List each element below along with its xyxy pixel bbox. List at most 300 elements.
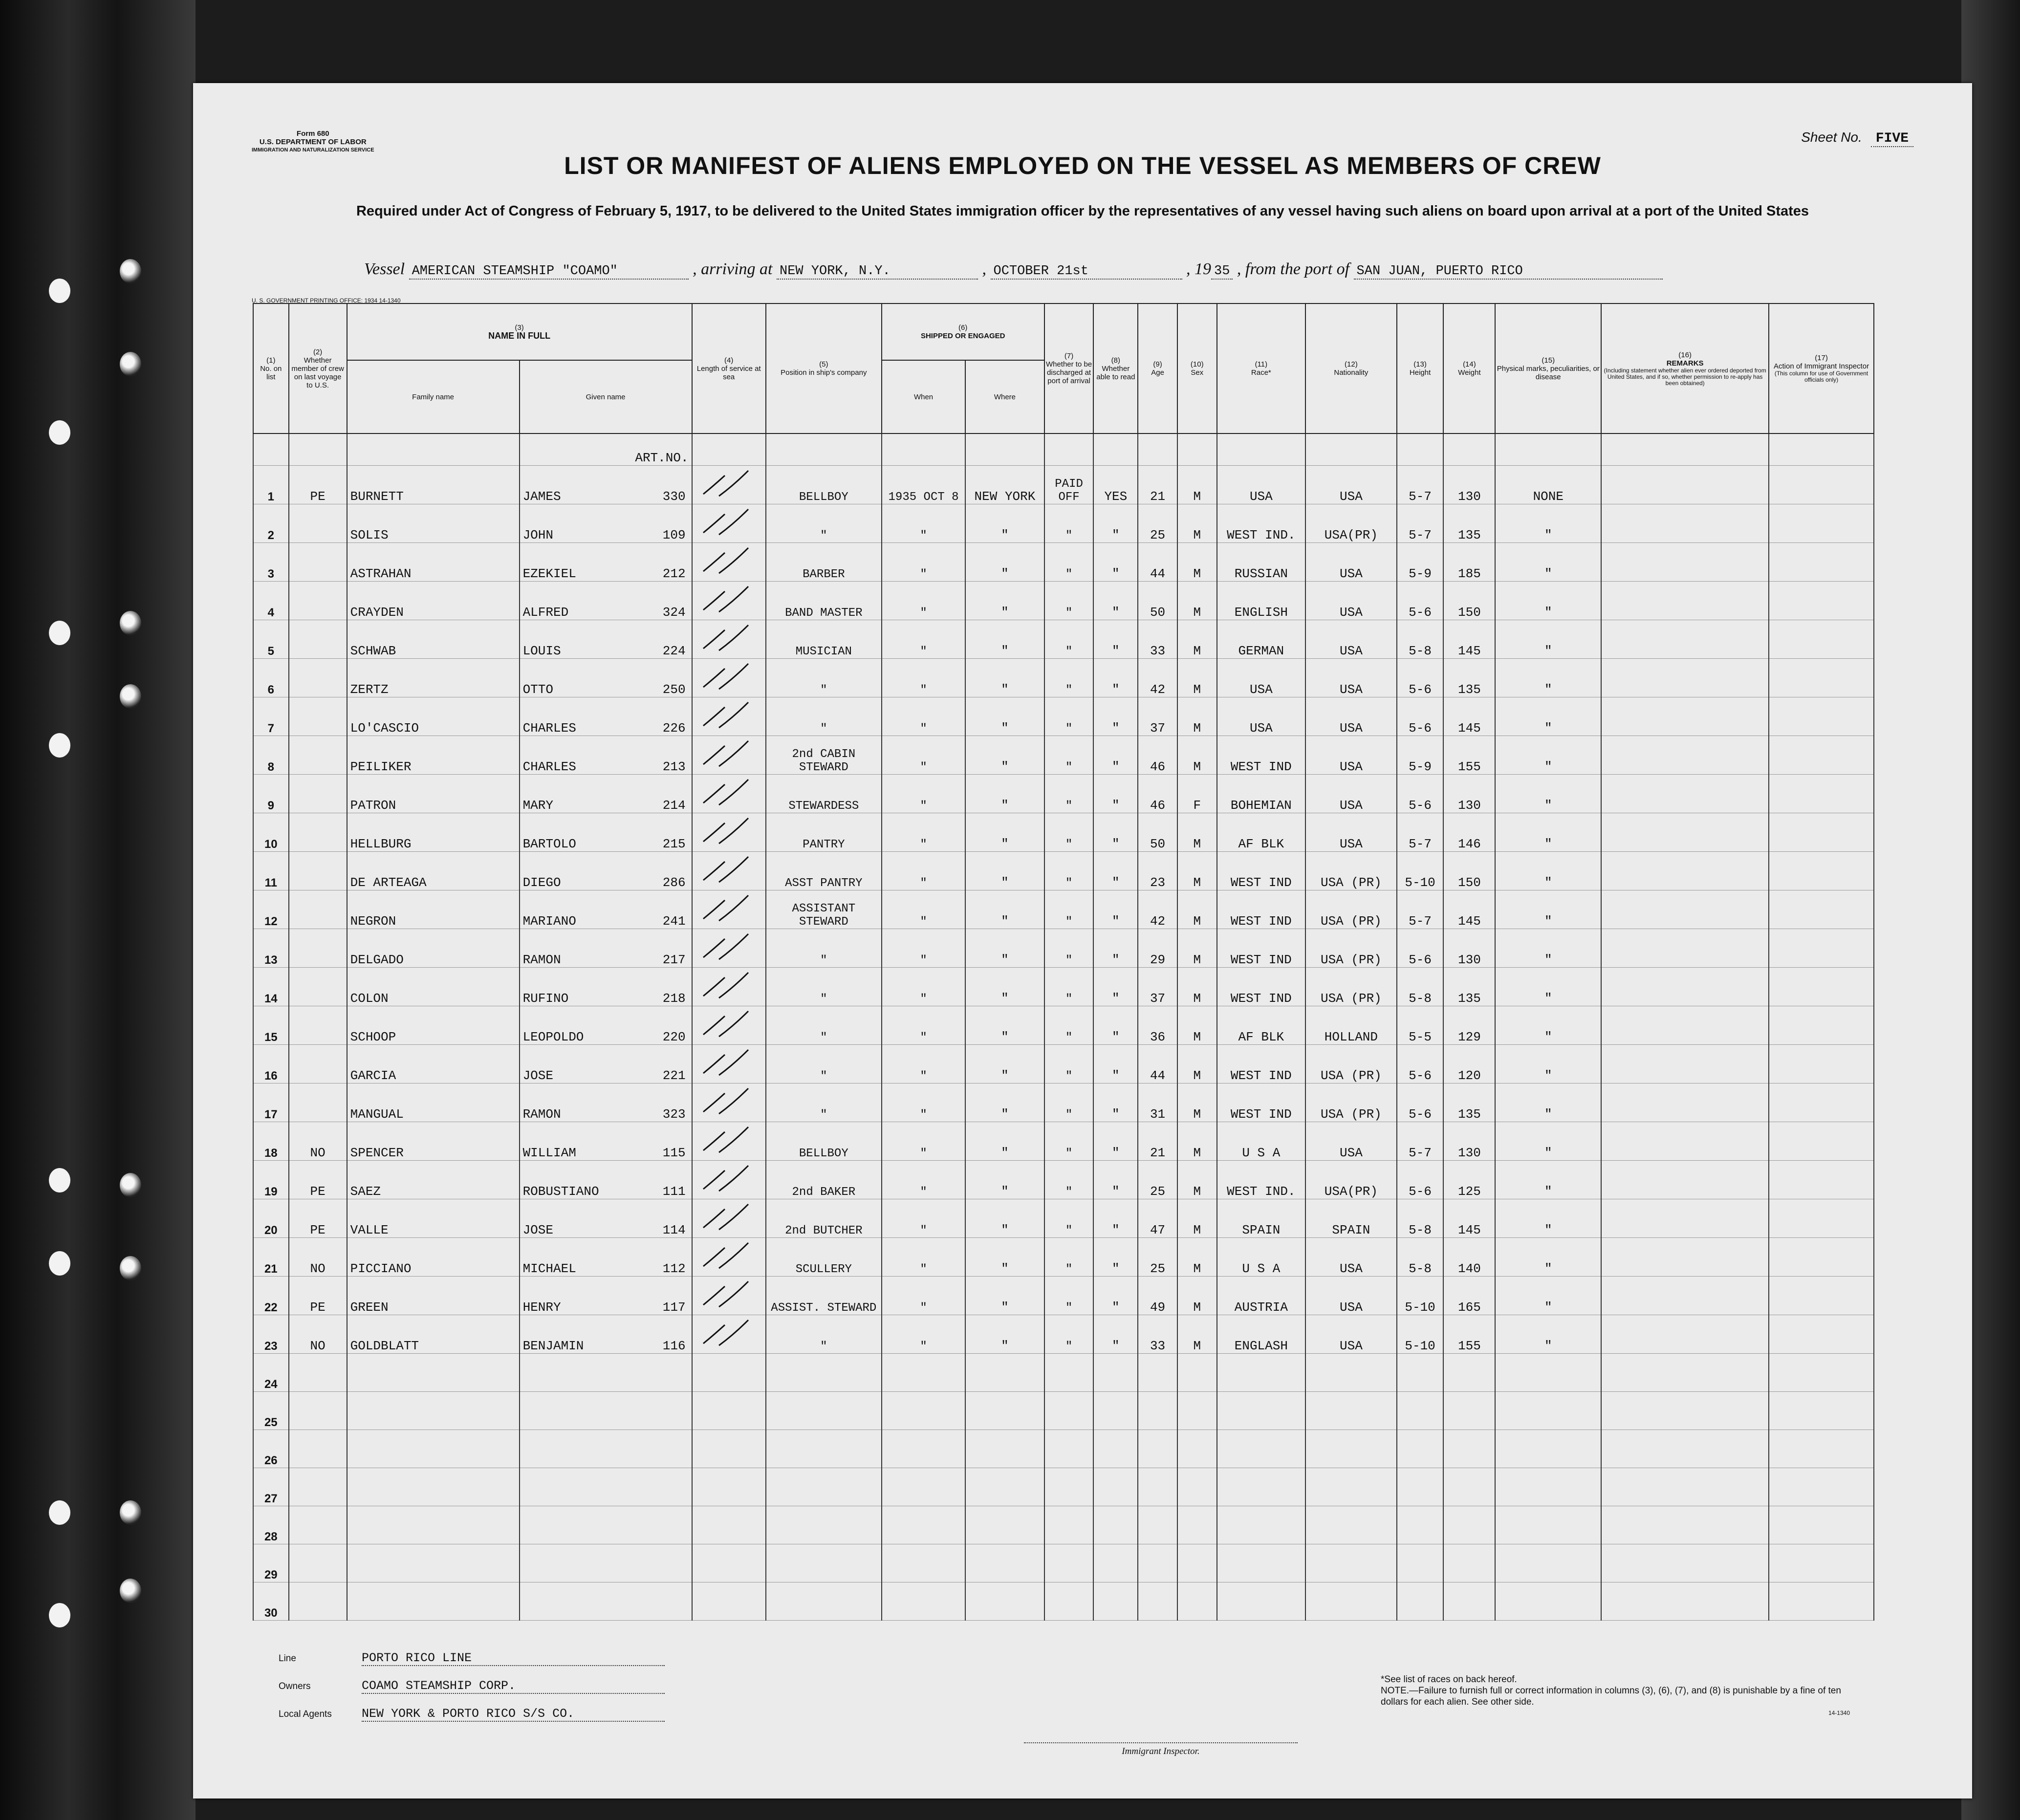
inspector-action — [1769, 582, 1874, 620]
able-to-read: YES — [1093, 466, 1138, 504]
row-number: 15 — [253, 1006, 289, 1045]
family-name: SCHOOP — [347, 1006, 520, 1045]
shipped-where: " — [965, 1122, 1044, 1161]
crew-row — [253, 736, 1874, 775]
binder-hole — [49, 733, 70, 758]
art-number: 215 — [662, 837, 686, 851]
col-height: (13) Height — [1397, 303, 1444, 433]
given-name-text: CHARLES — [522, 721, 576, 736]
race: AF BLK — [1217, 813, 1306, 852]
given-name — [520, 697, 692, 736]
able-to-read: " — [1093, 968, 1138, 1006]
crew-row — [253, 620, 1874, 659]
family-name: SOLIS — [347, 504, 520, 543]
shipped-where — [965, 1582, 1044, 1621]
crew-row — [253, 929, 1874, 968]
given-name-text: LEOPOLDO — [522, 1030, 584, 1044]
crew-row — [253, 543, 1874, 582]
art-number: 213 — [662, 759, 686, 774]
previous-voyage — [289, 1392, 347, 1430]
service: IMMIGRATION AND NATURALIZATION SERVICE — [252, 147, 374, 153]
art-no — [692, 1122, 766, 1161]
position: " — [766, 1006, 882, 1045]
discharged: " — [1044, 1315, 1094, 1354]
remarks — [1601, 1277, 1769, 1315]
art-no — [692, 1277, 766, 1315]
row-number: 4 — [253, 582, 289, 620]
inspector-action — [1769, 813, 1874, 852]
discharged — [1044, 1354, 1094, 1392]
row-number: 10 — [253, 813, 289, 852]
col-shipped-when: When — [882, 360, 965, 433]
row-number: 20 — [253, 1199, 289, 1238]
shipped-where: " — [965, 543, 1044, 582]
art-no — [692, 466, 766, 504]
race: ENGLISH — [1217, 582, 1306, 620]
shipped-when: " — [882, 582, 965, 620]
position: " — [766, 968, 882, 1006]
previous-voyage — [289, 659, 347, 697]
given-name-text: LOUIS — [522, 644, 561, 658]
weight: 120 — [1443, 1045, 1495, 1083]
weight — [1443, 1392, 1495, 1430]
crew-row — [253, 697, 1874, 736]
height — [1397, 1506, 1444, 1544]
tick-mark — [699, 736, 758, 770]
art-no — [692, 504, 766, 543]
remarks — [1601, 1238, 1769, 1277]
weight: 150 — [1443, 582, 1495, 620]
inspector-action — [1769, 1199, 1874, 1238]
row-number: 22 — [253, 1277, 289, 1315]
physical-marks: NONE — [1495, 466, 1601, 504]
art-number: 324 — [662, 605, 686, 620]
shipped-when: " — [882, 504, 965, 543]
weight — [1443, 1544, 1495, 1582]
row-number: 9 — [253, 775, 289, 813]
height: 5-8 — [1397, 1238, 1444, 1277]
row-number: 21 — [253, 1238, 289, 1277]
sex: M — [1177, 1122, 1217, 1161]
given-name — [520, 504, 692, 543]
discharged: " — [1044, 1238, 1094, 1277]
tick-mark — [699, 852, 758, 886]
binder-holes — [29, 0, 98, 1820]
age — [1138, 1582, 1177, 1621]
remarks — [1601, 1506, 1769, 1544]
position — [766, 1506, 882, 1544]
art-number: 116 — [662, 1339, 686, 1353]
family-name: HELLBURG — [347, 813, 520, 852]
discharged: " — [1044, 890, 1094, 929]
crew-row — [253, 1315, 1874, 1354]
shipped-where: " — [965, 775, 1044, 813]
discharged: " — [1044, 968, 1094, 1006]
tick-mark — [699, 1277, 758, 1311]
position: STEWARDESS — [766, 775, 882, 813]
physical-marks: " — [1495, 736, 1601, 775]
race — [1217, 1354, 1306, 1392]
given-name-text: EZEKIEL — [522, 566, 576, 581]
height: 5-9 — [1397, 543, 1444, 582]
row-number: 27 — [253, 1468, 289, 1506]
previous-voyage: PE — [289, 466, 347, 504]
able-to-read: " — [1093, 890, 1138, 929]
inspector-action — [1769, 466, 1874, 504]
position: " — [766, 1045, 882, 1083]
height: 5-6 — [1397, 1083, 1444, 1122]
given-name-text: DIEGO — [522, 875, 561, 890]
tick-mark — [699, 620, 758, 654]
weight — [1443, 1430, 1495, 1468]
col-weight: (14) Weight — [1443, 303, 1495, 433]
able-to-read: " — [1093, 620, 1138, 659]
able-to-read — [1093, 1392, 1138, 1430]
nationality: USA(PR) — [1305, 504, 1397, 543]
row-number: 13 — [253, 929, 289, 968]
footer-owners — [279, 1679, 665, 1694]
discharged: " — [1044, 620, 1094, 659]
sex — [1177, 1430, 1217, 1468]
nationality: SPAIN — [1305, 1199, 1397, 1238]
physical-marks — [1495, 1582, 1601, 1621]
position: 2nd CABIN STEWARD — [766, 736, 882, 775]
given-name — [520, 620, 692, 659]
family-name: CRAYDEN — [347, 582, 520, 620]
physical-marks — [1495, 1544, 1601, 1582]
department: U.S. DEPARTMENT OF LABOR — [259, 138, 367, 146]
shipped-where: " — [965, 659, 1044, 697]
row-number: 24 — [253, 1354, 289, 1392]
art-no — [692, 813, 766, 852]
race: WEST IND — [1217, 1083, 1306, 1122]
shipped-when — [882, 1582, 965, 1621]
family-name: ZERTZ — [347, 659, 520, 697]
art-no — [692, 929, 766, 968]
race: U S A — [1217, 1238, 1306, 1277]
family-name: NEGRON — [347, 890, 520, 929]
remarks — [1601, 504, 1769, 543]
given-name-text: HENRY — [522, 1300, 561, 1315]
shipped-when: " — [882, 620, 965, 659]
tick-mark — [699, 466, 758, 500]
discharged: " — [1044, 736, 1094, 775]
shipped-where: " — [965, 504, 1044, 543]
art-no — [692, 1161, 766, 1199]
tick-mark — [699, 890, 758, 925]
row-number: 8 — [253, 736, 289, 775]
tick-mark — [699, 1083, 758, 1118]
given-name — [520, 659, 692, 697]
sex: M — [1177, 890, 1217, 929]
family-name — [347, 1506, 520, 1544]
physical-marks: " — [1495, 890, 1601, 929]
crew-row — [253, 890, 1874, 929]
given-name-text: JOHN — [522, 528, 553, 542]
inspector-action — [1769, 1506, 1874, 1544]
footer-line — [279, 1651, 665, 1666]
line-value: PORTO RICO LINE — [362, 1651, 665, 1666]
nationality: USA(PR) — [1305, 1161, 1397, 1199]
physical-marks: " — [1495, 543, 1601, 582]
height: 5-6 — [1397, 929, 1444, 968]
shipped-where: " — [965, 1161, 1044, 1199]
able-to-read: " — [1093, 736, 1138, 775]
art-number: 217 — [662, 953, 686, 967]
height: 5-10 — [1397, 1315, 1444, 1354]
crew-row — [253, 1277, 1874, 1315]
tick-mark — [699, 582, 758, 616]
weight — [1443, 1354, 1495, 1392]
previous-voyage — [289, 813, 347, 852]
family-name: SCHWAB — [347, 620, 520, 659]
family-name: GARCIA — [347, 1045, 520, 1083]
row-number: 26 — [253, 1430, 289, 1468]
previous-voyage — [289, 1045, 347, 1083]
tick-mark — [699, 813, 758, 847]
given-name — [520, 1544, 692, 1582]
discharged: " — [1044, 1045, 1094, 1083]
weight: 145 — [1443, 620, 1495, 659]
given-name — [520, 1315, 692, 1354]
agents-value: NEW YORK & PORTO RICO S/S CO. — [362, 1707, 665, 1722]
age — [1138, 1354, 1177, 1392]
weight: 145 — [1443, 890, 1495, 929]
sex: M — [1177, 543, 1217, 582]
weight: 145 — [1443, 1199, 1495, 1238]
shipped-where: NEW YORK — [965, 466, 1044, 504]
row-number: 25 — [253, 1392, 289, 1430]
remarks — [1601, 890, 1769, 929]
page-subtitle: Required under Act of Congress of February 5, 1917, to be delivered to the United States immigration officer by the representatives of any vessel having such aliens on board upon arrival at a port of the United States — [356, 203, 1809, 219]
nationality: USA — [1305, 736, 1397, 775]
sex: M — [1177, 1238, 1217, 1277]
family-name: LO'CASCIO — [347, 697, 520, 736]
position: 2nd BUTCHER — [766, 1199, 882, 1238]
physical-marks: " — [1495, 659, 1601, 697]
given-name-text: ROBUSTIANO — [522, 1184, 599, 1199]
sheet-number — [1801, 130, 1913, 146]
previous-voyage: NO — [289, 1122, 347, 1161]
shipped-when: " — [882, 1083, 965, 1122]
sex: M — [1177, 736, 1217, 775]
binder-hole — [49, 1251, 70, 1276]
shipped-where: " — [965, 890, 1044, 929]
previous-voyage — [289, 929, 347, 968]
family-name — [347, 1354, 520, 1392]
owners-value: COAMO STEAMSHIP CORP. — [362, 1679, 665, 1694]
inspector-action — [1769, 620, 1874, 659]
tick-mark — [699, 1238, 758, 1272]
age: 46 — [1138, 736, 1177, 775]
nationality: USA (PR) — [1305, 968, 1397, 1006]
able-to-read: " — [1093, 504, 1138, 543]
height: 5-5 — [1397, 1006, 1444, 1045]
weight: 135 — [1443, 504, 1495, 543]
physical-marks — [1495, 1468, 1601, 1506]
weight: 185 — [1443, 543, 1495, 582]
previous-voyage: PE — [289, 1277, 347, 1315]
inspector-action — [1769, 543, 1874, 582]
position: SCULLERY — [766, 1238, 882, 1277]
family-name: BURNETT — [347, 466, 520, 504]
art-number: 212 — [662, 566, 686, 581]
art-no — [692, 1354, 766, 1392]
owners-label: Owners — [279, 1681, 311, 1691]
previous-voyage — [289, 1506, 347, 1544]
sex: M — [1177, 1315, 1217, 1354]
able-to-read — [1093, 1468, 1138, 1506]
race: WEST IND — [1217, 929, 1306, 968]
shipped-when: " — [882, 1199, 965, 1238]
nationality: USA (PR) — [1305, 890, 1397, 929]
inspector-action — [1769, 1006, 1874, 1045]
previous-voyage: NO — [289, 1238, 347, 1277]
able-to-read — [1093, 1354, 1138, 1392]
inspector-action — [1769, 1083, 1874, 1122]
remarks — [1601, 620, 1769, 659]
position — [766, 1392, 882, 1430]
nationality: USA — [1305, 697, 1397, 736]
shipped-where: " — [965, 1083, 1044, 1122]
shipped-where: " — [965, 968, 1044, 1006]
family-name: VALLE — [347, 1199, 520, 1238]
position: " — [766, 1083, 882, 1122]
discharged — [1044, 1582, 1094, 1621]
crew-row — [253, 1122, 1874, 1161]
family-name — [347, 1430, 520, 1468]
age: 46 — [1138, 775, 1177, 813]
row-number: 29 — [253, 1544, 289, 1582]
weight: 146 — [1443, 813, 1495, 852]
art-no — [692, 1006, 766, 1045]
physical-marks: " — [1495, 1238, 1601, 1277]
sex: M — [1177, 582, 1217, 620]
race: U S A — [1217, 1122, 1306, 1161]
col-age: (9) Age — [1138, 303, 1177, 433]
race: ENGLASH — [1217, 1315, 1306, 1354]
nationality — [1305, 1506, 1397, 1544]
arriving-label: , arriving at — [693, 260, 773, 278]
art-no — [692, 1506, 766, 1544]
given-name — [520, 1506, 692, 1544]
previous-voyage — [289, 1468, 347, 1506]
discharged: " — [1044, 1083, 1094, 1122]
art-no — [692, 1199, 766, 1238]
shipped-where: " — [965, 620, 1044, 659]
col-position: (5) Position in ship's company — [766, 303, 882, 433]
shipped-where: " — [965, 697, 1044, 736]
crew-row — [253, 1238, 1874, 1277]
art-no — [692, 697, 766, 736]
age: 50 — [1138, 582, 1177, 620]
family-name: ASTRAHAN — [347, 543, 520, 582]
family-name — [347, 1468, 520, 1506]
col-family-name: Family name — [347, 360, 520, 433]
shipped-when — [882, 1506, 965, 1544]
crew-row — [253, 1199, 1874, 1238]
able-to-read: " — [1093, 697, 1138, 736]
art-no — [692, 1544, 766, 1582]
shipped-when: " — [882, 1006, 965, 1045]
sex: M — [1177, 1006, 1217, 1045]
nationality: USA — [1305, 1277, 1397, 1315]
race — [1217, 1582, 1306, 1621]
previous-voyage: PE — [289, 1199, 347, 1238]
race: WEST IND. — [1217, 504, 1306, 543]
previous-voyage — [289, 968, 347, 1006]
col-no-on-list: (1) No. on list — [253, 303, 289, 433]
sex: M — [1177, 929, 1217, 968]
family-name: SAEZ — [347, 1161, 520, 1199]
remarks — [1601, 543, 1769, 582]
given-name-text: JOSE — [522, 1223, 553, 1237]
footer-agents — [279, 1707, 665, 1722]
tick-mark — [699, 1122, 758, 1156]
height: 5-10 — [1397, 1277, 1444, 1315]
art-number: 218 — [662, 991, 686, 1006]
given-name — [520, 1468, 692, 1506]
race: GERMAN — [1217, 620, 1306, 659]
row-number: 23 — [253, 1315, 289, 1354]
discharged — [1044, 1506, 1094, 1544]
nationality — [1305, 1354, 1397, 1392]
row-number: 11 — [253, 852, 289, 890]
weight: 129 — [1443, 1006, 1495, 1045]
physical-marks — [1495, 1430, 1601, 1468]
position: " — [766, 697, 882, 736]
page-title: LIST OR MANIFEST OF ALIENS EMPLOYED ON THE VESSEL AS MEMBERS OF CREW — [564, 152, 1601, 179]
shipped-where — [965, 1468, 1044, 1506]
height — [1397, 1354, 1444, 1392]
manifest-sheet — [193, 83, 1972, 1798]
vessel-name: AMERICAN STEAMSHIP "COAMO" — [409, 264, 689, 280]
sex: M — [1177, 813, 1217, 852]
height: 5-6 — [1397, 1161, 1444, 1199]
age: 33 — [1138, 620, 1177, 659]
physical-marks: " — [1495, 1277, 1601, 1315]
remarks — [1601, 1083, 1769, 1122]
race — [1217, 1392, 1306, 1430]
col-physical-marks: (15) Physical marks, peculiarities, or disease — [1495, 303, 1601, 433]
given-name-text: JOSE — [522, 1068, 553, 1083]
race — [1217, 1468, 1306, 1506]
sex: M — [1177, 1161, 1217, 1199]
race: RUSSIAN — [1217, 543, 1306, 582]
remarks — [1601, 929, 1769, 968]
crew-row — [253, 1392, 1874, 1430]
races-note: *See list of races on back hereof. — [1381, 1674, 1517, 1685]
col-shipped-or-engaged: (6) SHIPPED OR ENGAGED — [882, 303, 1044, 360]
shipped-where: " — [965, 1045, 1044, 1083]
nationality: USA — [1305, 813, 1397, 852]
art-number: 214 — [662, 798, 686, 813]
remarks — [1601, 968, 1769, 1006]
shipped-where: " — [965, 1277, 1044, 1315]
weight: 155 — [1443, 1315, 1495, 1354]
sex: M — [1177, 852, 1217, 890]
discharged: " — [1044, 775, 1094, 813]
tick-mark — [699, 1199, 758, 1234]
row-number: 1 — [253, 466, 289, 504]
previous-voyage — [289, 852, 347, 890]
punch-hole — [120, 259, 141, 283]
shipped-where — [965, 1354, 1044, 1392]
age — [1138, 1506, 1177, 1544]
nationality — [1305, 1392, 1397, 1430]
able-to-read: " — [1093, 813, 1138, 852]
given-name-text: MARIANO — [522, 914, 576, 929]
